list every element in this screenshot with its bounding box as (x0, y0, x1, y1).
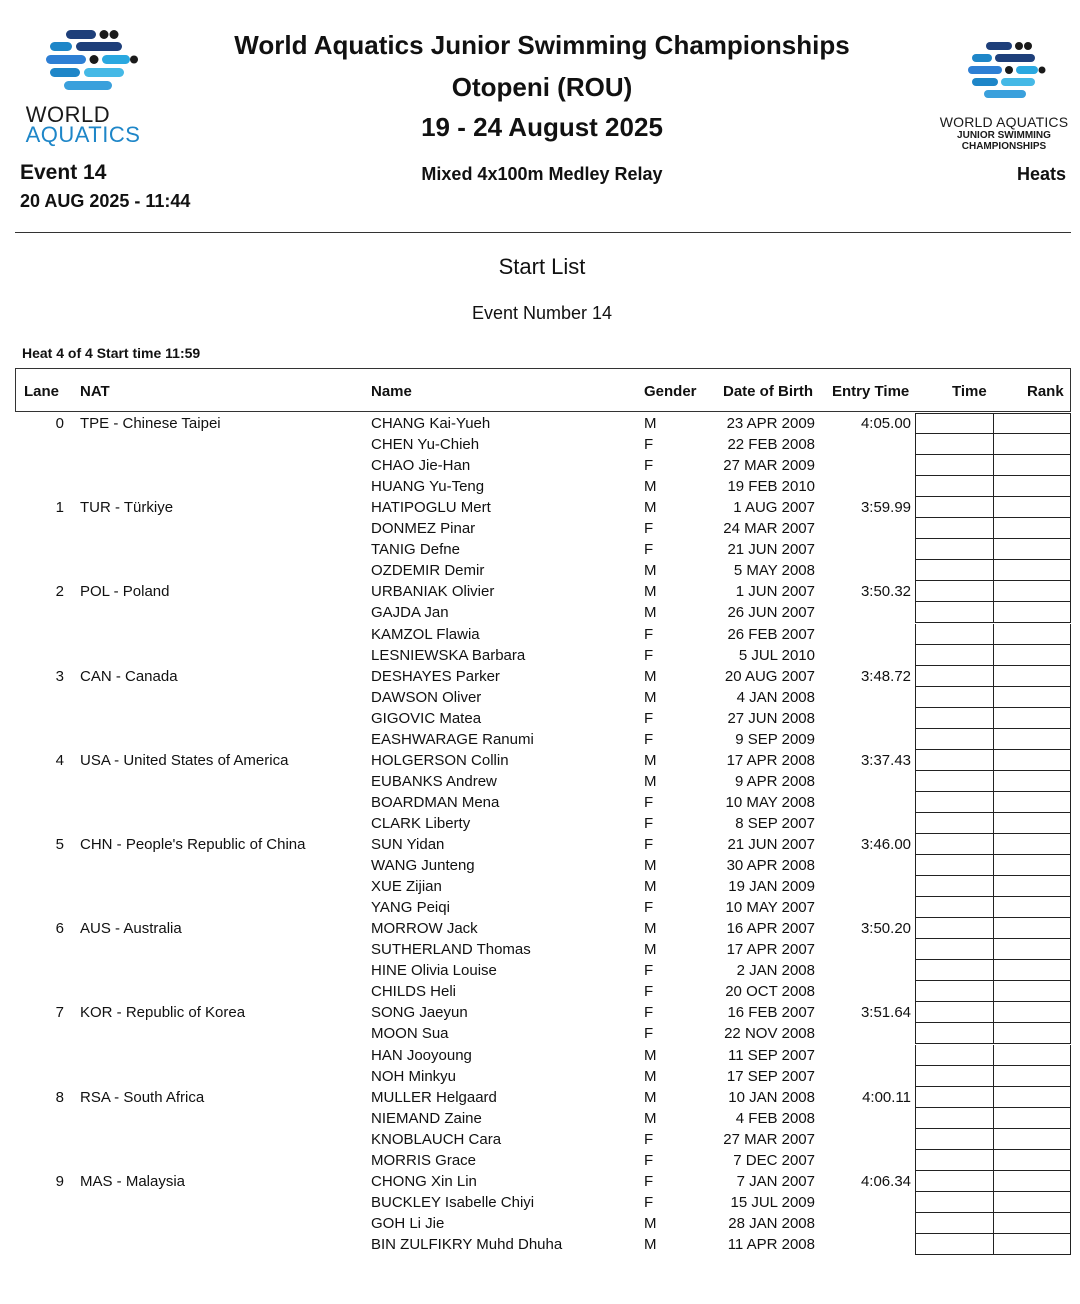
swimmer-dob: 9 SEP 2009 (735, 730, 815, 748)
swimmer-dob: 5 MAY 2008 (733, 562, 815, 580)
team-nat: POL - Poland (80, 583, 170, 601)
swimmer-name: GAJDA Jan (371, 604, 449, 622)
table-row (0, 1087, 1080, 1108)
col-dob: Date of Birth (723, 383, 813, 400)
swimmer-gender: M (644, 1067, 657, 1085)
swimmer-dob: 22 FEB 2008 (727, 436, 815, 454)
swimmer-gender: M (644, 941, 657, 959)
rank-cell (993, 687, 1071, 708)
time-cell (915, 708, 994, 729)
entry-time: 3:50.20 (860, 920, 911, 938)
swimmer-gender: F (644, 1004, 654, 1022)
lane-number: 1 (55, 499, 64, 517)
swimmer-dob: 27 MAR 2009 (723, 457, 815, 475)
table-row (0, 981, 1080, 1002)
swimmer-name: BOARDMAN Mena (371, 793, 500, 811)
swimmer-name: MORRIS Grace (371, 1151, 477, 1169)
entry-time: 4:00.11 (862, 1088, 911, 1106)
rank-cell (993, 750, 1071, 771)
time-cell (915, 876, 994, 897)
swimmer-dob: 1 AUG 2007 (733, 499, 815, 517)
swimmer-dob: 23 APR 2009 (726, 415, 815, 432)
swimmer-gender: F (644, 436, 654, 454)
time-cell (915, 792, 994, 813)
swimmer-gender: F (644, 730, 654, 748)
time-cell (915, 1234, 994, 1255)
swimmer-name: KNOBLAUCH Cara (371, 1130, 502, 1148)
swimmer-name: CHANG Kai-Yueh (371, 415, 491, 432)
table-row (0, 1192, 1080, 1213)
team-nat: MAS - Malaysia (80, 1172, 186, 1190)
time-cell (915, 834, 994, 855)
swimmer-dob: 10 MAY 2008 (725, 793, 815, 811)
championship-dates: 19 - 24 August 2025 (421, 112, 663, 142)
swimmer-name: CHONG Xin Lin (371, 1172, 477, 1190)
team-nat: TPE - Chinese Taipei (80, 415, 221, 432)
rank-cell (993, 1108, 1071, 1129)
swimmer-gender: M (644, 1235, 657, 1253)
swimmer-dob: 8 SEP 2007 (735, 814, 815, 832)
rank-cell (993, 834, 1071, 855)
swimmer-dob: 1 JUN 2007 (735, 583, 815, 601)
swimmer-name: DAWSON Oliver (371, 688, 482, 706)
swimmer-gender: F (644, 793, 654, 811)
lane-number: 6 (55, 920, 64, 938)
swimmer-dob: 21 JUN 2007 (727, 836, 815, 853)
team-nat: CAN - Canada (80, 667, 178, 685)
swimmer-name: GOH Li Jie (371, 1214, 445, 1232)
rank-cell (993, 476, 1071, 497)
entry-time: 3:46.00 (860, 836, 911, 853)
swimmer-dob: 28 JAN 2008 (728, 1214, 815, 1232)
swimmer-dob: 19 JAN 2009 (728, 878, 815, 896)
swimmer-dob: 11 SEP 2007 (727, 1046, 815, 1064)
swimmer-name: CHILDS Heli (371, 983, 457, 1001)
time-cell (915, 1023, 994, 1044)
swimmer-dob: 4 FEB 2008 (735, 1109, 815, 1127)
logo-right-word1: WORLD AQUATICS (939, 114, 1069, 130)
rank-cell (993, 1171, 1071, 1192)
time-cell (915, 581, 994, 602)
swimmer-dob: 16 APR 2007 (726, 920, 815, 938)
swimmer-name: BUCKLEY Isabelle Chiyi (371, 1193, 535, 1211)
rank-cell (993, 666, 1071, 687)
rank-cell (993, 897, 1071, 918)
logo-right-word3: CHAMPIONSHIPS (961, 141, 1047, 152)
swimmer-gender: M (644, 920, 657, 938)
rank-cell (993, 1150, 1071, 1171)
swimmer-name: HUANG Yu-Teng (371, 478, 485, 496)
rank-cell (993, 1213, 1071, 1234)
rank-cell (993, 497, 1071, 518)
swimmer-gender: M (644, 878, 657, 896)
swimmer-name: HATIPOGLU Mert (371, 499, 491, 517)
swimmer-dob: 24 MAR 2007 (723, 520, 815, 538)
table-row (0, 1129, 1080, 1150)
table-row (0, 771, 1080, 792)
table-row (0, 1150, 1080, 1171)
entry-time: 3:48.72 (860, 667, 911, 685)
col-entry-time: Entry Time (832, 383, 910, 400)
event-name: Mixed 4x100m Medley Relay (421, 164, 663, 184)
swimmer-gender: M (644, 604, 657, 622)
swimmer-name: MORROW Jack (371, 920, 478, 938)
swimmer-gender: F (644, 1130, 654, 1148)
lane-number: 2 (55, 583, 64, 601)
table-row (0, 687, 1080, 708)
time-cell (915, 750, 994, 771)
lane-number: 0 (55, 415, 64, 432)
table-row (0, 1108, 1080, 1129)
table-row (0, 813, 1080, 834)
time-cell (915, 1213, 994, 1234)
time-cell (915, 497, 994, 518)
table-row (0, 1066, 1080, 1087)
time-cell (915, 687, 994, 708)
entry-time: 3:50.32 (860, 583, 911, 601)
time-cell (915, 960, 994, 981)
rank-cell (993, 413, 1071, 434)
swimmer-gender: M (644, 499, 657, 517)
swimmer-name: URBANIAK Olivier (371, 583, 495, 601)
swimmer-gender: M (644, 751, 657, 769)
rank-cell (993, 560, 1071, 581)
entry-time: 4:06.34 (860, 1172, 911, 1190)
time-cell (915, 918, 994, 939)
col-nat: NAT (80, 383, 110, 400)
swimmer-dob: 21 JUN 2007 (727, 541, 815, 559)
rank-cell (993, 729, 1071, 750)
swimmer-gender: F (644, 962, 654, 980)
time-cell (915, 981, 994, 1002)
time-cell (915, 666, 994, 687)
rank-cell (993, 455, 1071, 476)
time-cell (915, 1192, 994, 1213)
swimmer-gender: M (644, 772, 657, 790)
world-aquatics-logo-icon (46, 28, 138, 92)
swimmer-dob: 27 JUN 2008 (727, 709, 815, 727)
rank-cell (993, 602, 1071, 623)
swimmer-dob: 17 APR 2008 (726, 751, 815, 769)
rank-cell (993, 434, 1071, 455)
swimmer-dob: 26 JUN 2007 (727, 604, 815, 622)
swimmer-dob: 4 JAN 2008 (736, 688, 815, 706)
swimmer-name: HOLGERSON Collin (371, 751, 509, 769)
table-row (0, 918, 1080, 939)
swimmer-name: YANG Peiqi (371, 899, 450, 917)
team-nat: RSA - South Africa (80, 1088, 205, 1106)
swimmer-dob: 10 JAN 2008 (728, 1088, 815, 1106)
time-cell (915, 539, 994, 560)
swimmer-dob: 7 JAN 2007 (736, 1172, 815, 1190)
time-cell (915, 897, 994, 918)
world-aquatics-logo (18, 26, 148, 147)
rank-cell (993, 1002, 1071, 1023)
table-row (0, 876, 1080, 897)
rank-cell (993, 1087, 1071, 1108)
table-row (0, 645, 1080, 666)
header-divider (15, 232, 1071, 233)
time-cell (915, 413, 994, 434)
logo-left-word1: WORLD (25, 102, 111, 127)
swimmer-dob: 19 FEB 2010 (727, 478, 815, 496)
rank-cell (993, 645, 1071, 666)
rank-cell (993, 771, 1071, 792)
table-row (0, 624, 1080, 645)
table-row (0, 834, 1080, 855)
swimmer-gender: M (644, 688, 657, 706)
swimmer-gender: F (644, 646, 654, 664)
swimmer-gender: M (644, 667, 657, 685)
swimmer-name: NOH Minkyu (371, 1067, 457, 1085)
junior-championships-logo-icon (968, 40, 1046, 106)
swimmer-gender: F (644, 836, 654, 853)
rank-cell (993, 792, 1071, 813)
table-row (0, 792, 1080, 813)
time-cell (915, 771, 994, 792)
rank-cell (993, 1023, 1071, 1044)
swimmer-gender: M (644, 1088, 657, 1106)
entry-time: 4:05.00 (860, 415, 911, 432)
swimmer-name: CLARK Liberty (371, 814, 471, 832)
rank-cell (993, 876, 1071, 897)
team-nat: AUS - Australia (80, 920, 182, 938)
swimmer-name: TANIG Defne (371, 541, 460, 559)
time-cell (915, 1087, 994, 1108)
col-gender: Gender (644, 383, 697, 400)
lane-number: 3 (55, 667, 64, 685)
swimmer-name: SUN Yidan (371, 836, 445, 853)
swimmer-name: BIN ZULFIKRY Muhd Dhuha (371, 1235, 563, 1253)
swimmer-gender: F (644, 541, 654, 559)
rank-cell (993, 708, 1071, 729)
table-row (0, 413, 1080, 434)
rank-cell (993, 918, 1071, 939)
rank-cell (993, 855, 1071, 876)
swimmer-name: WANG Junteng (371, 857, 475, 875)
time-cell (915, 476, 994, 497)
time-cell (915, 455, 994, 476)
swimmer-dob: 10 MAY 2007 (725, 899, 815, 917)
table-row (0, 750, 1080, 771)
swimmer-dob: 20 OCT 2008 (725, 983, 815, 1001)
col-lane: Lane (24, 383, 60, 400)
swimmer-name: SUTHERLAND Thomas (371, 941, 531, 959)
table-row (0, 1171, 1080, 1192)
table-row (0, 897, 1080, 918)
table-row (0, 960, 1080, 981)
table-row (0, 1023, 1080, 1044)
swimmer-gender: M (644, 1214, 657, 1232)
time-cell (915, 1150, 994, 1171)
swimmer-gender: M (644, 478, 657, 496)
rank-cell (993, 518, 1071, 539)
swimmer-dob: 17 SEP 2007 (726, 1067, 815, 1085)
rank-cell (993, 539, 1071, 560)
entry-time: 3:51.64 (860, 1004, 911, 1022)
table-row (0, 855, 1080, 876)
swimmer-name: EUBANKS Andrew (371, 772, 497, 790)
swimmer-name: OZDEMIR Demir (371, 562, 485, 580)
swimmer-gender: F (644, 1193, 654, 1211)
swimmer-gender: F (644, 1151, 654, 1169)
table-row (0, 666, 1080, 687)
lane-number: 7 (55, 1004, 64, 1022)
swimmer-name: LESNIEWSKA Barbara (371, 646, 526, 664)
swimmer-dob: 26 FEB 2007 (727, 625, 815, 643)
time-cell (915, 1129, 994, 1150)
swimmer-gender: F (644, 457, 654, 475)
swimmer-gender: F (644, 625, 654, 643)
swimmer-name: NIEMAND Zaine (371, 1109, 482, 1127)
table-row (0, 539, 1080, 560)
swimmer-name: HINE Olivia Louise (371, 962, 497, 980)
swimmer-dob: 5 JUL 2010 (738, 646, 815, 664)
swimmer-dob: 20 AUG 2007 (724, 667, 815, 685)
lane-number: 5 (55, 836, 64, 853)
rank-cell (993, 1234, 1071, 1255)
swimmer-gender: M (644, 583, 657, 601)
swimmer-dob: 22 NOV 2008 (724, 1025, 815, 1043)
swimmer-dob: 17 APR 2007 (726, 941, 815, 959)
swimmer-name: DESHAYES Parker (371, 667, 500, 685)
entry-time: 3:37.43 (860, 751, 911, 769)
swimmer-name: SONG Jaeyun (371, 1004, 468, 1022)
time-cell (915, 729, 994, 750)
championship-location: Otopeni (ROU) (451, 72, 633, 102)
time-cell (915, 602, 994, 623)
swimmer-gender: F (644, 1025, 654, 1043)
table-row (0, 729, 1080, 750)
swimmer-gender: F (644, 899, 654, 917)
table-row (0, 1045, 1080, 1066)
time-cell (915, 813, 994, 834)
table-row (0, 560, 1080, 581)
table-row (0, 1002, 1080, 1023)
swimmer-gender: F (644, 814, 654, 832)
swimmer-name: MULLER Helgaard (371, 1088, 497, 1106)
time-cell (915, 434, 994, 455)
championship-title: World Aquatics Junior Swimming Championships (234, 30, 850, 60)
table-row (0, 1213, 1080, 1234)
lane-number: 9 (55, 1172, 64, 1190)
time-cell (915, 560, 994, 581)
document-subtitle: Event Number 14 (471, 303, 613, 323)
table-row (0, 434, 1080, 455)
table-row (0, 708, 1080, 729)
rank-cell (993, 1129, 1071, 1150)
swimmer-dob: 30 APR 2008 (726, 857, 815, 875)
time-cell (915, 939, 994, 960)
swimmer-name: KAMZOL Flawia (371, 625, 480, 643)
swimmer-dob: 7 DEC 2007 (733, 1151, 815, 1169)
time-cell (915, 1045, 994, 1066)
swimmer-name: CHEN Yu-Chieh (371, 436, 480, 454)
swimmer-dob: 15 JUL 2009 (730, 1193, 815, 1211)
rank-cell (993, 1045, 1071, 1066)
table-row (0, 497, 1080, 518)
time-cell (915, 1002, 994, 1023)
rank-cell (993, 1192, 1071, 1213)
swimmer-name: XUE Zijian (371, 878, 442, 896)
swimmer-gender: M (644, 1109, 657, 1127)
swimmer-gender: M (644, 415, 657, 432)
swimmer-name: DONMEZ Pinar (371, 520, 476, 538)
table-row (0, 518, 1080, 539)
rank-cell (993, 939, 1071, 960)
rank-cell (993, 581, 1071, 602)
team-nat: USA - United States of America (80, 751, 289, 769)
swimmer-gender: F (644, 520, 654, 538)
table-row (0, 1234, 1080, 1255)
entry-time: 3:59.99 (860, 499, 911, 517)
team-nat: KOR - Republic of Korea (80, 1004, 246, 1022)
rank-cell (993, 1066, 1071, 1087)
swimmer-gender: M (644, 1046, 657, 1064)
event-number: Event 14 (20, 161, 107, 184)
time-cell (915, 855, 994, 876)
team-nat: TUR - Türkiye (80, 499, 174, 517)
rank-cell (993, 960, 1071, 981)
table-row (0, 581, 1080, 602)
heat-info: Heat 4 of 4 Start time 11:59 (22, 345, 201, 361)
document-title: Start List (498, 254, 586, 279)
col-name: Name (371, 383, 412, 400)
logo-left-word2: AQUATICS (25, 122, 141, 147)
col-time: Time (952, 383, 987, 400)
table-row (0, 455, 1080, 476)
table-row (0, 476, 1080, 497)
swimmer-name: MOON Sua (371, 1025, 449, 1043)
rank-cell (993, 981, 1071, 1002)
swimmer-dob: 9 APR 2008 (734, 772, 815, 790)
time-cell (915, 518, 994, 539)
swimmer-gender: F (644, 709, 654, 727)
junior-championships-logo (928, 38, 1080, 156)
swimmer-dob: 11 APR 2008 (727, 1235, 815, 1253)
time-cell (915, 645, 994, 666)
swimmer-name: EASHWARAGE Ranumi (371, 730, 534, 748)
rank-cell (993, 813, 1071, 834)
table-header (15, 368, 1071, 412)
time-cell (915, 1066, 994, 1087)
time-cell (915, 624, 994, 645)
swimmer-name: GIGOVIC Matea (371, 709, 482, 727)
swimmer-name: HAN Jooyoung (371, 1046, 472, 1064)
swimmer-dob: 2 JAN 2008 (736, 962, 815, 980)
swimmer-gender: F (644, 983, 654, 1001)
swimmer-dob: 16 FEB 2007 (727, 1004, 815, 1022)
event-datetime: 20 AUG 2025 - 11:44 (20, 191, 191, 211)
lane-number: 8 (55, 1088, 64, 1106)
table-row (0, 602, 1080, 623)
time-cell (915, 1108, 994, 1129)
swimmer-gender: F (644, 1172, 654, 1190)
team-nat: CHN - People's Republic of China (80, 836, 306, 853)
table-row (0, 939, 1080, 960)
rank-cell (993, 624, 1071, 645)
swimmer-name: CHAO Jie-Han (371, 457, 471, 475)
swimmer-gender: M (644, 857, 657, 875)
swimmer-dob: 27 MAR 2007 (723, 1130, 815, 1148)
lane-number: 4 (55, 751, 64, 769)
time-cell (915, 1171, 994, 1192)
col-rank: Rank (1027, 383, 1064, 400)
event-phase: Heats (1016, 164, 1066, 184)
logo-right-word2: JUNIOR SWIMMING (957, 130, 1051, 141)
swimmer-gender: M (644, 562, 657, 580)
